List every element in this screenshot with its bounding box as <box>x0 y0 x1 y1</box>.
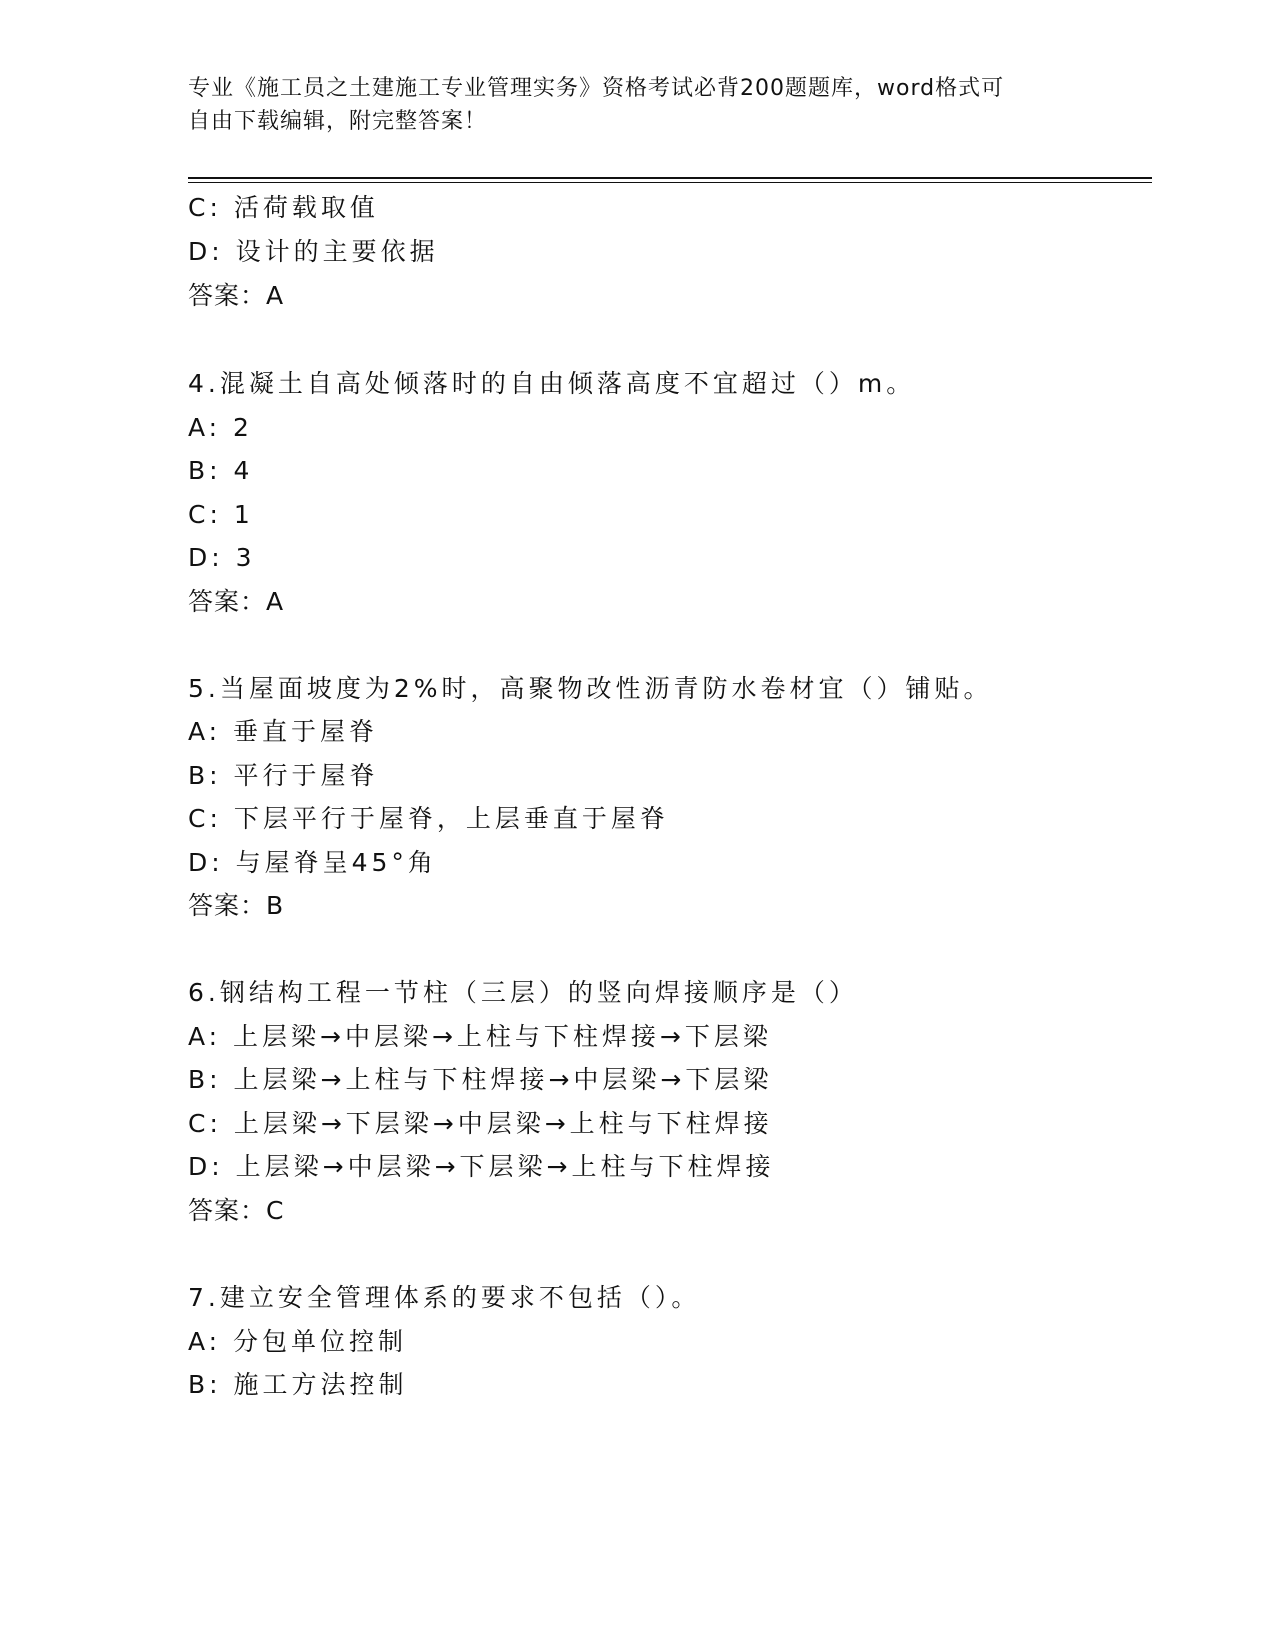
q7-option-a: A: 分包单位控制 <box>188 1327 408 1356</box>
q4-option-c: C: 1 <box>188 500 254 529</box>
q5-option-d: D: 与屋脊呈45°角 <box>188 848 437 877</box>
header-line-2: 自由下载编辑，附完整答案！ <box>188 109 488 134</box>
q6-option-b: B: 上层梁→上柱与下柱焊接→中层梁→下层梁 <box>188 1065 773 1094</box>
q5-answer: 答案：B <box>188 891 285 920</box>
q3-option-d: D: 设计的主要依据 <box>188 237 439 266</box>
q5-option-c: C: 下层平行于屋脊，上层垂直于屋脊 <box>188 804 669 833</box>
q7-option-b: B: 施工方法控制 <box>188 1370 408 1399</box>
q6-answer: 答案：C <box>188 1196 285 1225</box>
q5-option-b: B: 平行于屋脊 <box>188 761 379 790</box>
q6-option-a: A: 上层梁→中层梁→上柱与下柱焊接→下层梁 <box>188 1022 772 1051</box>
q5-option-a: A: 垂直于屋脊 <box>188 717 379 746</box>
header-divider-thick <box>188 177 1152 179</box>
q4-option-d: D: 3 <box>188 543 256 572</box>
q3-option-c: C: 活荷载取值 <box>188 193 379 222</box>
q6-option-c: C: 上层梁→下层梁→中层梁→上柱与下柱焊接 <box>188 1109 773 1138</box>
q4-option-a: A: 2 <box>188 413 253 442</box>
q6-option-d: D: 上层梁→中层梁→下层梁→上柱与下柱焊接 <box>188 1152 775 1181</box>
header-divider-thin <box>188 182 1152 183</box>
q7-stem: 7.建立安全管理体系的要求不包括（）。 <box>188 1283 701 1312</box>
q6-stem: 6.钢结构工程一节柱（三层）的竖向焊接顺序是（） <box>188 978 858 1007</box>
document-header <box>188 72 1088 138</box>
header-line-1: 专业《施工员之土建施工专业管理实务》资格考试必背200题题库，word格式可 <box>188 76 1005 101</box>
q4-option-b: B: 4 <box>188 456 254 485</box>
q5-stem: 5.当屋面坡度为2%时，高聚物改性沥青防水卷材宜（）铺贴。 <box>188 674 993 703</box>
q3-answer: 答案：A <box>188 281 285 310</box>
q4-answer: 答案：A <box>188 587 285 616</box>
q4-stem: 4.混凝土自高处倾落时的自由倾落高度不宜超过（）m。 <box>188 369 916 398</box>
